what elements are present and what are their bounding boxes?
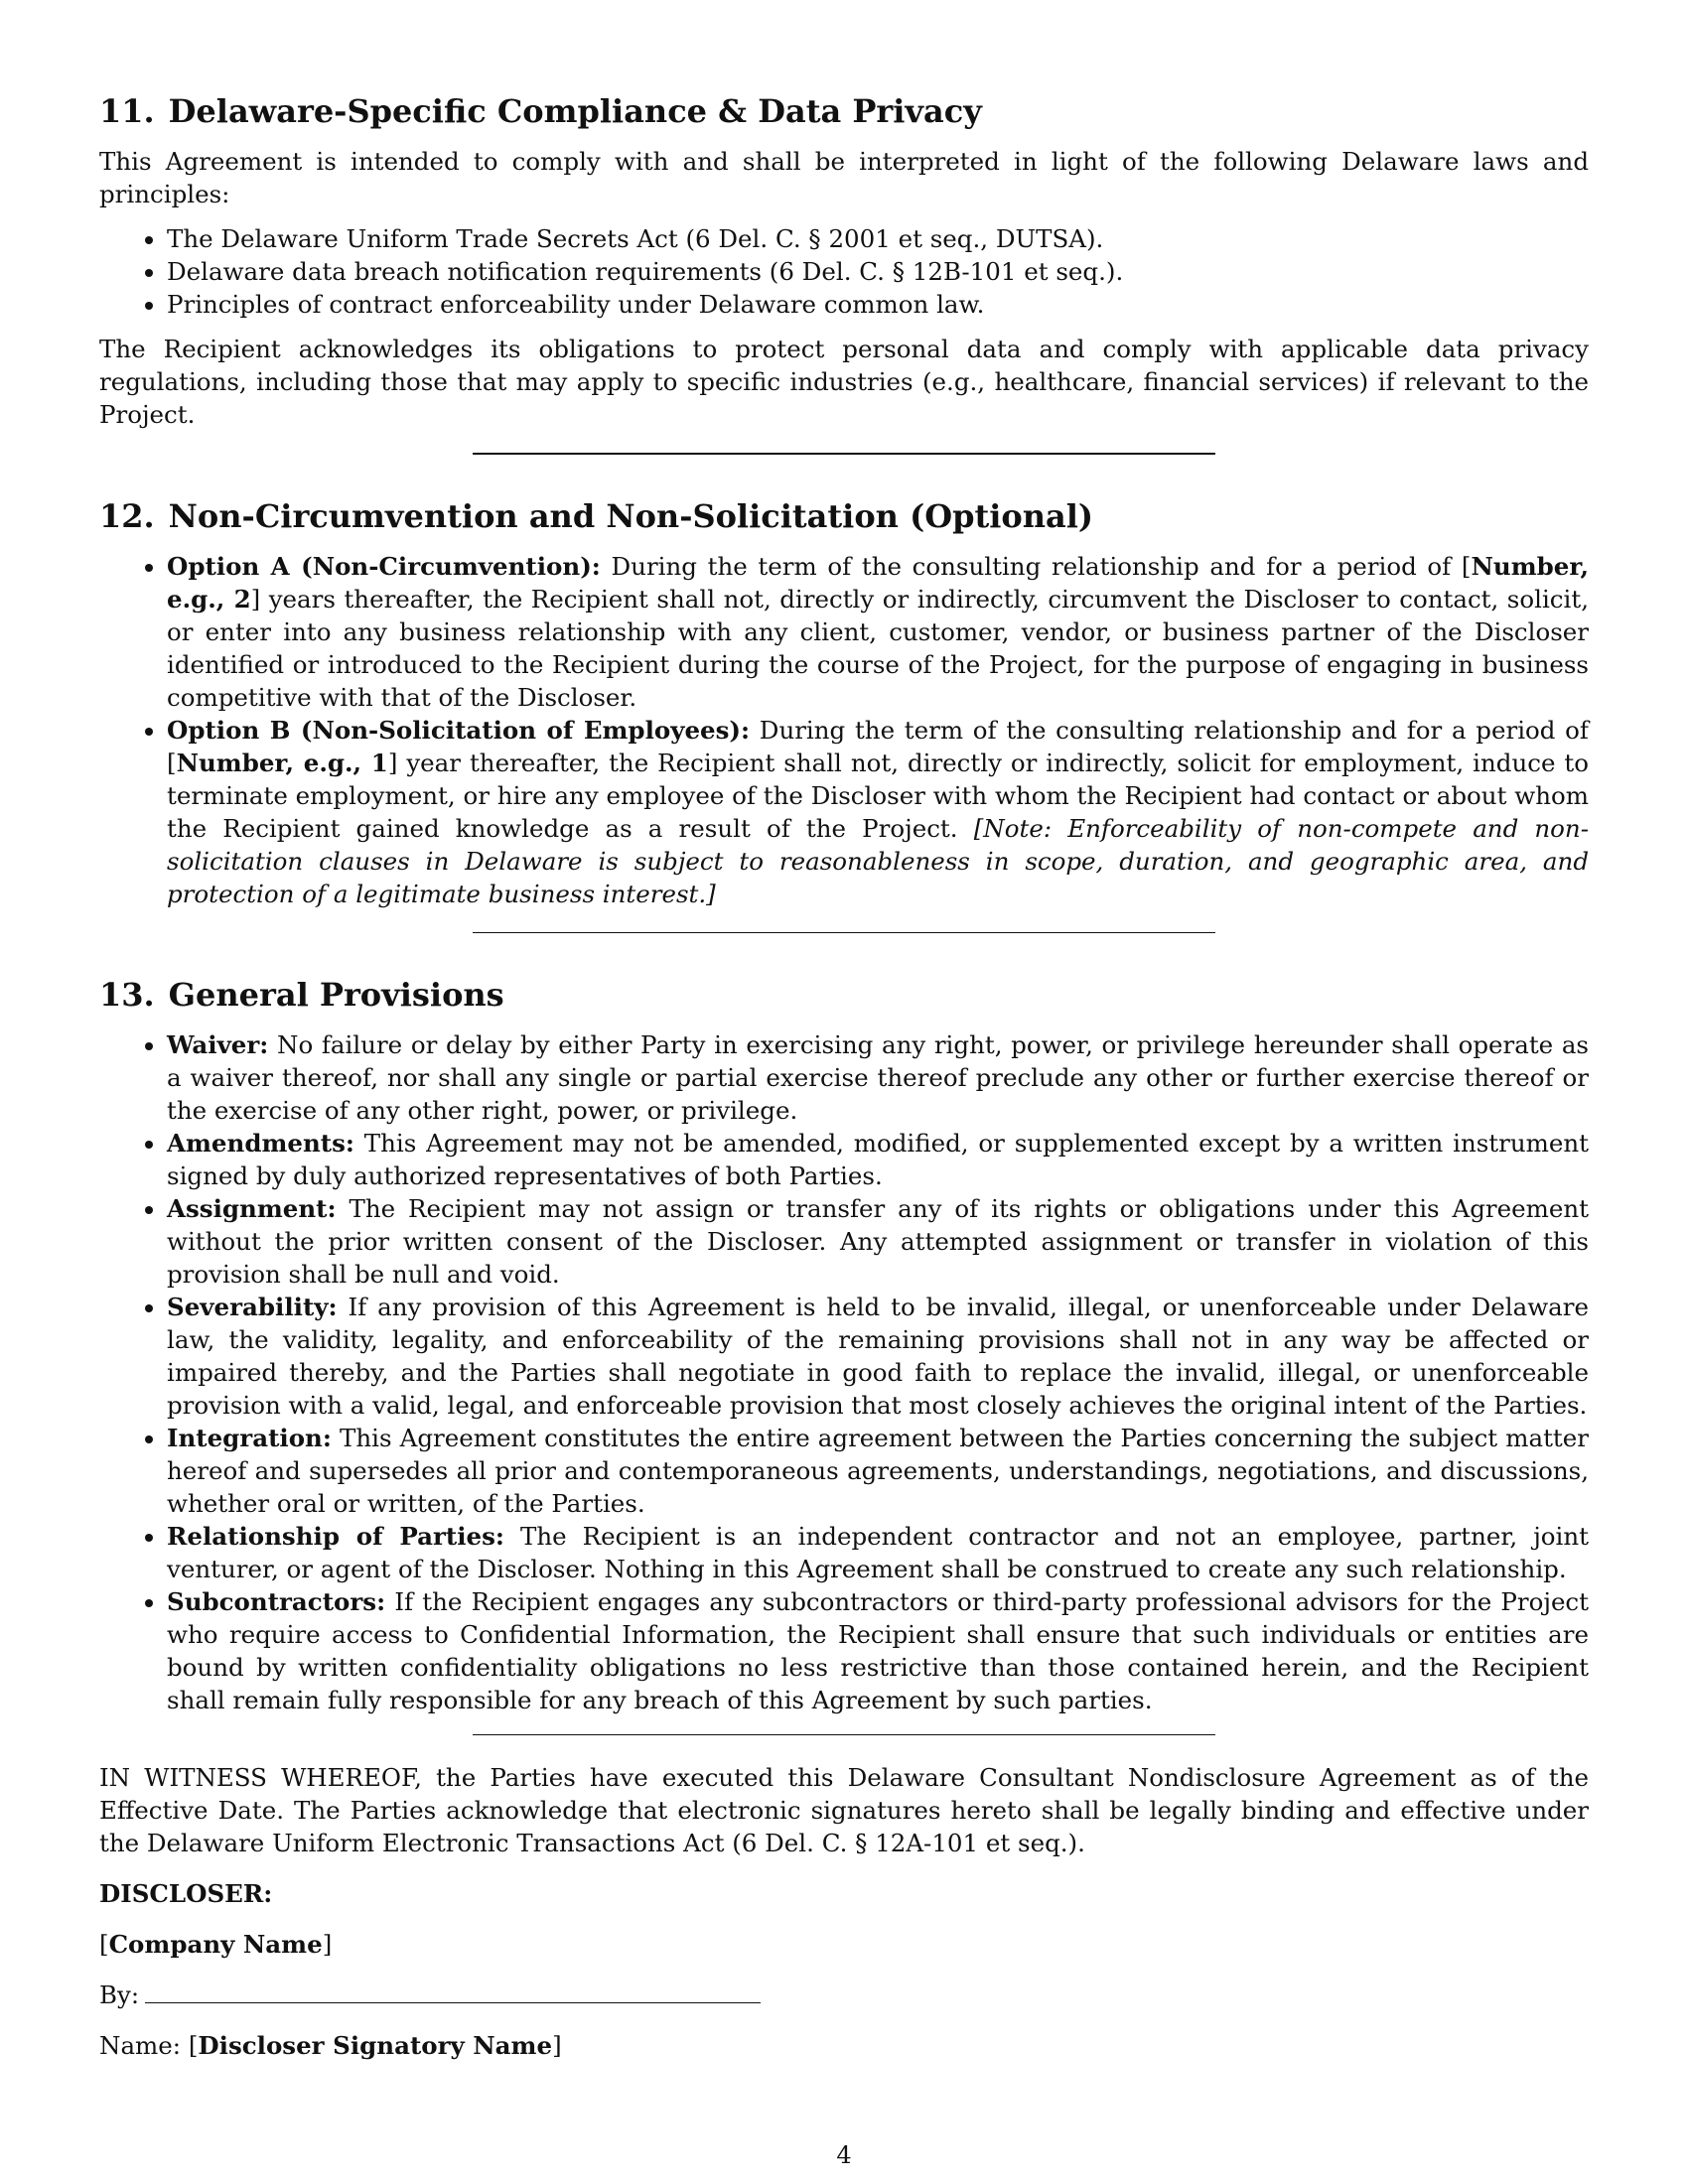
signature-line[interactable] [145,1979,761,2003]
list-item: • Delaware data breach notification requirements (6 Del. C. § 12B-101 et seq.). [167,255,1589,288]
witness-clause: IN WITNESS WHEREOF, the Parties have executed this Delaware Consultant Nondisclosure Agreement as of the Effective Date. The Parties acknowledge that electronic signatures hereto shall be legally binding and effective under the Delaware Uniform Electronic Transactions Act (6 Del. C. § 12A-101 et seq.). [99,1763,1589,1857]
signatory-name-row [99,2029,1589,2062]
section-11-list [99,222,1589,321]
item-text: The Recipient may not assign or transfer any of its rights or obligations under this Agreement without the prior written consent of the Discloser. Any attempted assignment or transfer in violation of this provision shall be null and void. [167,1194,1589,1289]
section-13 [99,975,1589,1716]
item-label: Option A (Non-Circumvention): [167,552,601,581]
signature-by-row [99,1979,1589,2011]
section-title: General Provisions [168,976,504,1014]
document-page [99,91,1589,2080]
bracket: ] [552,2031,562,2060]
section-12-list [99,550,1589,910]
section-title: Delaware-Specific Compliance & Data Privacy [168,92,982,130]
company-name [99,1928,1589,1961]
section-11-heading [99,91,1589,131]
item-label: Severability: [167,1293,338,1321]
section-13-list [99,1028,1589,1716]
note-text: [Note: Enforceability of non-compete and non-solicitation clauses in Delaware is subject to reasonableness in scope, duration, and geographic area, and protection of a legitimate business interest.] [167,814,1589,908]
party-label-text: DISCLOSER: [99,1879,273,1908]
section-11-intro: This Agreement is intended to comply with and shall be interpreted in light of the following Delaware laws and principles: [99,147,1589,208]
item-text: If the Recipient engages any subcontractors or third-party professional advisors for the Project who require access to Confidential Information, the Recipient shall ensure that such individuals or entities are bound by written confidentiality obligations no less restrictive than those contained herein, and the Recipient shall remain fully responsible for any breach of this Agreement by such parties. [167,1587,1590,1714]
list-item [167,1028,1589,1127]
party-label [99,1877,1589,1910]
section-number: 13. [99,976,155,1014]
section-12 [99,496,1589,910]
list-item [167,1520,1589,1585]
placeholder-text: Number, e.g., 2 [167,552,1589,614]
list-item [167,1127,1589,1192]
section-11 [99,91,1589,431]
item-text: During the term of the consulting relationship and for a period of [ [611,552,1472,581]
item-label: Relationship of Parties: [167,1522,504,1551]
name-label: Name: [99,2031,182,2060]
signature-block [99,1877,1589,2062]
list-item: • The Delaware Uniform Trade Secrets Act (6 Del. C. § 2001 et seq., DUTSA). [167,222,1589,255]
list-item [167,1422,1589,1520]
by-label: By: [99,1980,140,2009]
list-item-option-b [167,714,1589,910]
page-number: 4 [836,2141,852,2169]
item-text: ] years thereafter, the Recipient shall not, directly or indirectly, circumvent the Discloser to contact, solicit, or enter into any business relationship with any client, customer, vendor, or business partner of the Discloser identified or introduced to the Recipient during the course of the Project, for the purpose of engaging in business competitive with that of the Discloser. [167,585,1589,712]
item-label: Integration: [167,1424,332,1452]
company-placeholder: Company Name [108,1930,323,1959]
placeholder-text: Number, e.g., 1 [176,749,388,777]
item-text: During the term of the consulting relationship and for a period of [ [167,716,1589,777]
signatory-placeholder: Discloser Signatory Name [198,2031,553,2060]
item-text: ] year thereafter, the Recipient shall not, directly or indirectly, solicit for employment, induce to terminate employment, or hire any employee of the Discloser with whom the Recipient had contact or about whom the Recipient gained knowledge as a result of the Project. [167,749,1589,843]
item-label: Amendments: [167,1129,354,1158]
list-item [167,1585,1589,1716]
list-item-option-a [167,550,1589,714]
bracket: [ [99,1930,109,1959]
list-item [167,1291,1589,1422]
item-label: Assignment: [167,1194,337,1223]
divider [473,453,1215,455]
divider [473,1734,1215,1735]
item-label: Option B (Non-Solicitation of Employees): [167,716,751,745]
section-title: Non-Circumvention and Non-Solicitation (Optional) [168,497,1094,535]
section-number: 12. [99,497,155,535]
item-text: No failure or delay by either Party in exercising any right, power, or privilege hereunder shall operate as a waiver thereof, nor shall any single or partial exercise thereof preclude any other or further exercise thereof or the exercise of any other right, power, or privilege. [167,1030,1589,1125]
item-text: This Agreement constitutes the entire agreement between the Parties concerning the subject matter hereof and supersedes all prior and contemporaneous agreements, understandings, negotiations, and discussions, whether oral or written, of the Parties. [167,1424,1589,1518]
item-label: Waiver: [167,1030,269,1059]
section-12-heading [99,496,1589,536]
section-11-closing: The Recipient acknowledges its obligations to protect personal data and comply with applicable data privacy regulations, including those that may apply to specific industries (e.g., healthcare, financial services) if relevant to the Project. [99,335,1589,429]
list-item [167,1192,1589,1291]
item-label: Subcontractors: [167,1587,386,1616]
bracket: ] [322,1930,333,1959]
item-text: If any provision of this Agreement is held to be invalid, illegal, or unenforceable under Delaware law, the validity, legality, and enforceability of the remaining provisions shall not in any way be affected or impaired thereby, and the Parties shall negotiate in good faith to replace the invalid, illegal, or unenforceable provision with a valid, legal, and enforceable provision that most closely achieves the original intent of the Parties. [167,1293,1589,1420]
bracket: [ [188,2031,199,2060]
section-number: 11. [99,92,155,130]
item-text: This Agreement may not be amended, modified, or supplemented except by a written instrument signed by duly authorized representatives of both Parties. [167,1129,1589,1190]
item-text: The Recipient is an independent contractor and not an employee, partner, joint venturer, or agent of the Discloser. Nothing in this Agreement shall be construed to create any such relationship. [167,1522,1589,1583]
list-item: • Principles of contract enforceability under Delaware common law. [167,288,1589,321]
section-13-heading [99,975,1589,1015]
divider [473,932,1215,933]
